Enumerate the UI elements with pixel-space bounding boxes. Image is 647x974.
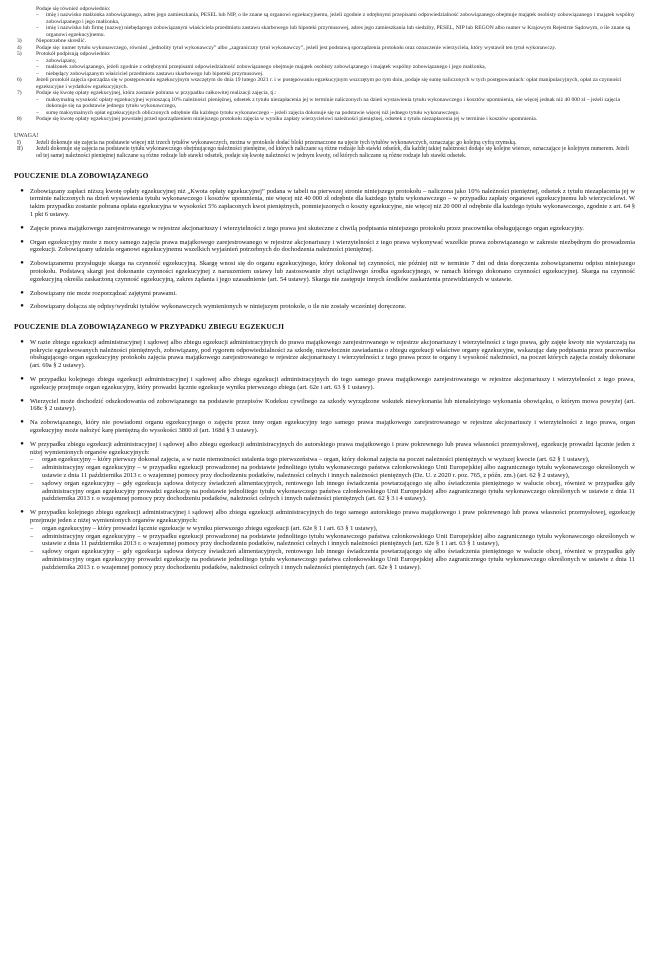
bullet-body [30,419,635,435]
bullet-item [14,339,635,370]
dash-marker: – [36,57,39,64]
bullet-item [14,188,635,219]
dash-text: sądowy organ egzekucyjny – gdy egzekucja sądowa dotyczy świadczeń alimentacyjnych, rentowego lub innego świadczenia powtarzającego się albo świadczenia pieniężnego w walucie obcej, również w przypadku gdy administracyjny organ egzekucyjny prowadzi egzekucję na podstawie jednolitego tytułu wykonawczego państwa członkowskiego Unii Europejskiej albo zagranicznego tytułu wykonawczego określonych w ustawie z dnia 11 października 2013 r. o wzajemnej pomocy przy dochodzeniu podatków, należności celnych i innych należności pieniężnych (art. 62 § 3 i 4 ustawy). [42,479,635,503]
footnote-subitem [36,25,635,38]
section-heading-pouczenie: POUCZENIE DLA ZOBOWIĄZANEGO [14,170,149,180]
dash-item [30,548,635,571]
footnote-number: 6) [17,77,22,84]
footnote-subitem [36,97,635,110]
bullet-marker: ● [20,376,24,383]
dash-marker: – [36,12,39,19]
dash-item [30,525,635,533]
bullet-text: W przypadku kolejnego zbiegu egzekucji administracyjnej i sądowej albo zbiegu egzekucji administracyjnych do tego samego prawa majątkowego zarejestrowanego w rejestrze akcjonariuszy i wierzytelności z tego prawa, egzekucję przejmuje organ egzekucyjny, który prowadzi łącznie egzekucje wyniku pierwszego zbiegu (art. 62e i art. 63 § 1 ustawy). [30,376,635,391]
dash-marker: – [30,456,34,464]
dash-item [30,533,635,549]
bullet-body [30,509,635,571]
footnote-body [36,116,635,122]
dash-marker: – [36,64,39,71]
dash-marker: – [30,524,34,532]
bullet-body [30,398,635,414]
bullet-marker: ● [20,338,24,345]
footnote-item [14,77,635,90]
dash-marker: – [30,479,34,487]
bullet-marker: ● [20,187,24,194]
bullet-text: Zobowiązanemu przysługuje skarga na czynność egzekucyjną. Skargę wnosi się do organu egzekucyjnego, który dokonał tej czynności, nie później niż w terminie 7 dni od dnia doręczenia zobowiązanemu odpisu niniejszego protokołu. Podstawą skargi jest dokonanie czynności egzekucyjnej z naruszeniem ustawy lub zastosowanie zbyt uciążliwego środka egzekucyjnego, w ramach którego dokonano czynności egzekucyjnej. Skarga na czynność egzekucyjną określa zaskarżoną czynność egzekucyjną, zakres żądania i jego uzasadnienie (art. 54 ustawy). Skarga nie zastępuje innych środków zaskarżenia przewidzianych w ustawie. [30,260,635,283]
bullet-marker: ● [20,440,24,447]
uwaga-text: Jeżeli dokonuje się zajęcia na podstawie tytułu wykonawczego obejmującego należności pieniężne, od których naliczane są różne rodzaje lub stawki odsetek, dla każdej takiej należności dodaje się kolejne wiersze, oznaczające je kolejnym numerem. Jeżeli od tej samej należności pieniężnej naliczane są różne rodzaje lub stawki odsetek, podaje się kwotę należności w jednym kwoty, od których naliczane są różne rodzaje lub stawki odsetek. [36,146,629,160]
uwaga-item [14,146,635,159]
bullet-text: W przypadku zbiegu egzekucji administracyjnej i sądowej albo zbiegu egzekucji administracyjnych do autorskiego prawa majątkowego i praw pokrewnego lub prawa własności przemysłowej, egzekucję prowadzi łącznie jeden z niżej wymienionych organów egzekucyjnych: [30,440,635,456]
uwaga-number: II) [17,146,23,153]
bullet-body [30,376,635,392]
footnote-subitem-text: maksymalną wysokość opłaty egzekucyjnej wynoszącą 10% należności pieniężnej, odsetek z tytułu niezapłacenia jej w terminie naliczonych na dzień wystawienia tytułu wykonawczego i kosztów upomnienia, nie więcej jednak niż 40 000 zł – jeżeli zajęcia dokonuje się na podstawie jednego tytułu wykonawczego, [46,96,620,110]
bullet-text: Organ egzekucyjny może z mocy samego zajęcia prawa majątkowego zarejestrowanego w rejestrze akcjonariuszy i wierzytelności z tego prawa wykonywać wszelkie prawa zobowiązanego w zakresie niezbędnym do prowadzenia egzekucji. Zobowiązany udziela organowi egzekucyjnemu wszelkich wyjaśnień potrzebnych do dochodzenia należności pieniężnej. [30,238,635,254]
bullet-marker: ● [20,303,24,310]
bullet-marker: ● [20,260,24,267]
dash-marker: – [30,532,34,540]
bullet-text: Na zobowiązanego, który nie powiadomi organu egzekucyjnego o zajęciu przez inny organ egzekucyjny tego samego prawa majątkowego zarejestrowanego w rejestrze akcjonariuszy i wierzytelności z tego prawa, organ egzekucyjny może nałożyć karę pieniężną do wysokości 3800 zł (art. 168d § 3 ustawy). [30,419,635,435]
bullet-text: W razie zbiegu egzekucji administracyjnej i sądowej albo zbiegu egzekucji administracyjnych do prawa majątkowego zarejestrowanego w rejestrze akcjonariuszy i wierzytelności z tego prawa, gdy zajęte kwoty nie wystarczają na pokrycie egzekwowanych należności pieniężnych, zobowiązany, pod rygorem odpowiedzialności za szkodę, niezwłocznie zawiadamia o zbiegu egzekucji właściwe organy egzekucyjne, wskazując datę podpisania przez pracownika obsługującego organ egzekucyjny protokołu zajęcia prawa majątkowego zarejestrowanego w rejestrze akcjonariuszy i wierzytelności z tego prawa przez te organy i wysokość należności, na poczet których zajęcia zostały dokonane (art. 69a § 2 ustawy). [30,338,635,370]
footnote-item [14,116,635,122]
footnote-number [14,6,36,38]
bullet-item [14,225,635,233]
dash-marker: – [36,96,39,103]
footnote-subitem-text: zobowiązany, [46,57,77,64]
dash-text: administracyjny organ egzekucyjny – w przypadku egzekucji prowadzonej na podstawie jednolitego tytułu wykonawczego państwa członkowskiego Unii Europejskiej albo zagranicznego tytułu wykonawczego określonych w ustawie z dnia 11 października 2013 r. o wzajemnej pomocy przy dochodzeniu podatków, należności celnych i innych należności pieniężnych (Dz. U. z 2020 r. poz. 765, z późn. zm.) (art. 62 § 2 ustawy), [42,464,635,480]
bullet-item [14,441,635,503]
footnote-body [36,51,635,77]
bullet-text: Zobowiązany dołącza się odpisy/wydruki tytułów wykonawczych wymienionych w niniejszym protokole, o ile nie zostały wcześniej doręczone. [30,303,407,311]
footnote-text: Niepotrzebne skreślić. [36,38,87,45]
uwaga-number: I) [17,139,21,146]
footnote-item [14,51,635,77]
bullet-item [14,290,635,298]
footnote-text: Jeżeli protokół zajęcia sporządza się w postępowaniu egzekucyjnym wszczętym do dnia 19 lutego 2021 r. i w postępowaniu egzekucyjnym wszczętym po tym dniu, podaje się sumę naliczonych w tych postępowaniach: opłat manipulacyjnych, opłat za czynności egzekucyjne i wydatków egzekucyjnych. [36,77,622,90]
uwaga-item [14,140,635,147]
bullet-text: Zobowiązany zapłaci niższą kwotę opłaty egzekucyjnej niż „Kwota opłaty egzekucyjnej” podana w tabeli na pierwszej stronie niniejszego protokołu – naliczona jako 10% należności pieniężnej, odsetek z tytułu niezapłacenia jej w terminie naliczonych na dzień wystawienia tytułu wykonawczego i kosztów upomnienia, nie więcej niż 40 000 zł odrębnie dla każdego tytułu wykonawczego – w przypadku zapłaty organowi egzekucyjnemu lub wierzycielowi. W takim przypadku zostanie pobrana opłata egzekucyjna w wysokości 5% zapłaconych kwot pieniężnych, pomniejszonych o koszty egzekucyjne, nie więcej niż 20 000 zł odrębnie dla każdego tytułu wykonawczego, zgodnie z art. 64 § 1 pkt 6 ustawy. [30,187,635,218]
bullet-item [14,260,635,283]
footnote-text: Podaje się również odpowiednio: [36,6,111,12]
dash-text: organ egzekucyjny – który prowadzi łącznie egzekucje w wyniku pierwszego zbiegu egzekucji (art. 62e § 1 i art. 63 § 1 ustawy), [42,524,378,532]
footnote-text: Protokół podpisują odpowiednio: [36,51,111,58]
bullet-item [14,376,635,392]
dash-marker: – [36,25,39,32]
bullet-body [30,339,635,370]
footnote-subitem-text: imię i nazwisko lub firmę (nazwę) niebędącego zobowiązanym właściciela przedmiotu zastawu skarbowego lub hipoteki przymusowej, adres jego zamieszkania lub siedziby, PESEL, NIP lub REGON albo numer w Krajowym Rejestrze Sądowym, o ile znane są organowi egzekucyjnemu. [46,25,631,38]
dash-item [30,464,635,480]
bullet-item [14,303,635,311]
bullet-marker: ● [20,238,24,245]
uwaga-block [14,133,635,160]
bullet-item [14,419,635,435]
dash-text: organ egzekucyjny – który pierwszy dokonał zajęcia, a w razie niemożności ustalenia tego pierwszeństwa – organ, który dokonał zajęcia na poczet należności pieniężnych w wyższej kwocie (art. 62 § 1 ustawy), [42,456,590,464]
footnote-subitem [36,12,635,25]
bullet-text: Zobowiązany nie może rozporządzać zajętymi prawami. [30,289,177,297]
dash-item [30,456,635,464]
bullet-item [14,239,635,255]
dash-item [30,480,635,503]
footnote-number: 7) [17,90,22,97]
footnote-number: 5) [17,51,22,58]
uwaga-text: Jeżeli dokonuje się zajęcia na podstawie więcej niż trzech tytułów wykonawczych, można w protokole dodać bloki przeznaczone na ujęcie tych tytułów wykonawczych, oznaczając go kolejną cyfrą rzymską. [36,139,517,146]
footnote-text: Podaje się kwotę opłaty egzekucyjnej, która zostanie pobrana w przypadku całkowitej realizacji zajęcia, tj.: [36,90,277,97]
footnote-number: 8) [17,116,22,123]
bullet-item [14,398,635,414]
dash-text: administracyjny organ egzekucyjny – w przypadku egzekucji prowadzonej na podstawie jednolitego tytułu wykonawczego państwa członkowskiego Unii Europejskiej albo zagranicznego tytułu wykonawczego określonych w ustawie z dnia 11 października 2013 r. o wzajemnej pomocy przy dochodzeniu podatków, należności celnych i innych należności pieniężnych (art. 62e § 1 i art. 63 § 1 ustawy), [42,532,635,548]
section1-list [14,188,635,312]
footnote-item [14,90,635,116]
dash-marker: – [30,548,34,556]
footnote-text: Podaje się: numer tytułu wykonawczego, również „jednolity tytuł wykonawczy” albo „zagraniczny tytuł wykonawczy”, jeżeli jest podstawą sporządzenia protokołu oraz oznaczenie wierzyciela, który wystawił ten tytuł wykonawczy. [36,44,557,51]
footnote-text: Podaje się kwotę opłaty egzekucyjnej powstałej przed sporządzeniem niniejszego protokołu zajęcia w wyniku zapłaty wierzycielowi należności pieniężnej, odsetek z tytułu niezapłacenia jej w terminie i kosztów upomnienia. [36,116,538,123]
bullet-marker: ● [20,289,24,296]
section2-list [14,339,635,572]
footnote-subitem-text: małżonek zobowiązanego, jeżeli zgodnie z odrębnymi przepisami odpowiedzialność zobowiązanego obejmuje majątek osobisty zobowiązanego i majątek wspólny zobowiązanego i jego małżonka, [46,64,487,71]
dash-marker: – [30,464,34,472]
dash-marker: – [36,109,39,116]
document-page [14,6,635,578]
footnote-subitem-text: niebędący zobowiązanym właściciel przedmiotu zastawu skarbowego lub hipoteki przymusowej. [46,70,264,77]
footnote-body [36,77,635,90]
bullet-text: W przypadku kolejnego zbiegu egzekucji administracyjnej i sądowej albo zbiegu egzekucji administracyjnych do tego samego autorskiego prawa majątkowego i praw pokrewnego lub prawa własności przemysłowej, egzekucję przejmuje jeden z niżej wymienionych organów egzekucyjnych: [30,509,635,524]
bullet-marker: ● [20,397,24,404]
footnote-subitem-text: sumę maksymalnych opłat egzekucyjnych obliczonych odrębnie dla każdego tytułu wykonawczego – jeżeli zajęcia dokonuje się na podstawie więcej niż jednego tytułu wykonawczego. [46,109,460,116]
footnote-number: 3) [17,38,22,45]
footnotes [14,6,635,123]
footnote-subitem-text: imię i nazwisko małżonka zobowiązanego, adres jego zamieszkania, PESEL lub NIP, o ile znane są organowi egzekucyjnemu, jeżeli zgodnie z odrębnymi przepisami odpowiedzialność zobowiązanego obejmuje majątek osobisty zobowiązanego i majątek wspólny zobowiązanego i jego małżonka, [46,12,635,25]
bullet-text: Zajęcie prawa majątkowego zarejestrowanego w rejestrze akcjonariuszy i wierzytelności z tego prawa jest skuteczne z chwilą podpisania niniejszego protokołu przez pracownika obsługującego organ egzekucyjny. [30,224,584,232]
section-heading-zbieg: POUCZENIE DLA ZOBOWIĄZANEGO W PRZYPADKU ZBIEGU EGZEKUCJI [14,322,285,332]
bullet-marker: ● [20,224,24,231]
bullet-marker: ● [20,509,24,516]
bullet-marker: ● [20,419,24,426]
bullet-text: Wierzyciel może dochodzić odszkodowania od zobowiązanego na podstawie przepisów Kodeksu cywilnego za szkody wyrządzone wskutek niewykonania lub nienależytego wykonania obowiązku, o którym mowa powyżej (art. 168c § 2 ustawy). [30,397,635,413]
footnote-item [14,6,635,38]
footnote-number: 4) [17,44,22,51]
bullet-item [14,509,635,571]
footnote-body [36,6,635,38]
bullet-body [30,441,635,503]
dash-marker: – [36,70,39,77]
footnote-body [36,90,635,116]
uwaga-title: UWAGA! [14,132,39,139]
dash-text: sądowy organ egzekucyjny – gdy egzekucja sądowa dotyczy świadczeń alimentacyjnych, rentowego lub innego świadczenia powtarzającego się albo świadczenia pieniężnego w walucie obcej, również w przypadku gdy administracyjny organ egzekucyjny prowadzi egzekucję na podstawie jednolitego tytułu wykonawczego państwa członkowskiego Unii Europejskiej albo zagranicznego tytułu wykonawczego określonych w ustawie z dnia 11 października 2013 r. o wzajemnej pomocy przy dochodzeniu podatków, należności celnych i innych należności pieniężnych (art. 62e § 1 ustawy). [42,548,635,571]
